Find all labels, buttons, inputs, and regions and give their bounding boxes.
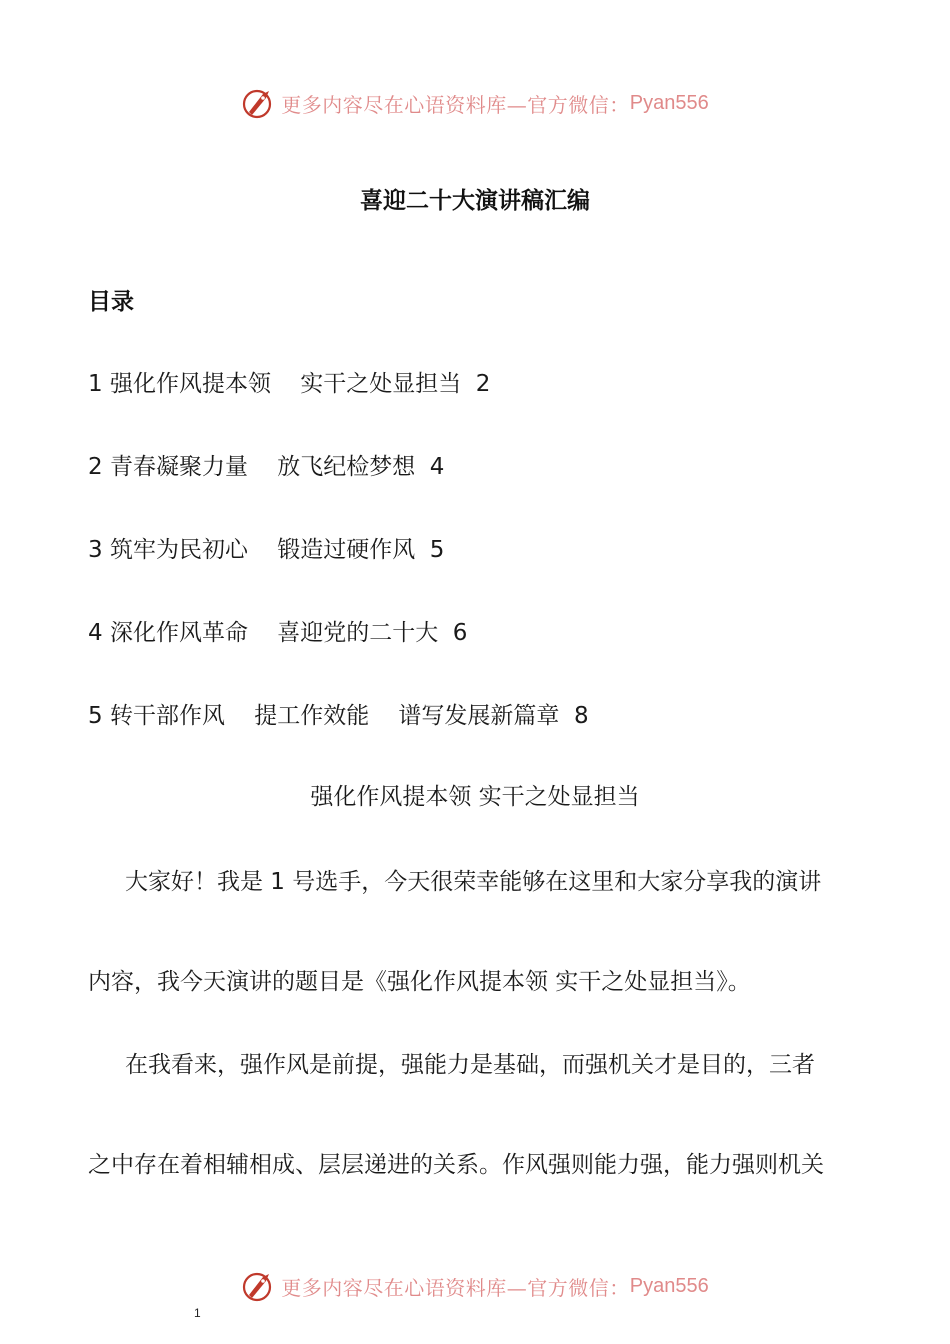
toc-item-4: 4 深化作风革命 喜迎党的二十大 6 [88, 620, 468, 646]
page-number: 1 [194, 1306, 201, 1320]
toc-item-2: 2 青春凝聚力量 放飞纪检梦想 4 [88, 454, 445, 480]
paragraph-line-3: 在我看来，强作风是前提，强能力是基础，而强机关才是目的，三者 [125, 1052, 815, 1078]
banner-text: 更多内容尽在心语资料库—官方微信： [281, 92, 630, 117]
paragraph-line-4: 之中存在着相辅相成、层层递进的关系。作风强则能力强，能力强则机关 [88, 1152, 824, 1178]
header-banner [0, 83, 950, 123]
toc-item-5: 5 转干部作风 提工作效能 谱写发展新篇章 8 [88, 703, 589, 729]
document-title: 喜迎二十大演讲稿汇编 [360, 188, 590, 214]
toc-item-1: 1 强化作风提本领 实干之处显担当 2 [88, 371, 491, 397]
banner-wechat-id: Pyan556 [629, 1274, 709, 1297]
section-title: 强化作风提本领 实干之处显担当 [310, 784, 640, 810]
toc-item-3: 3 筑牢为民初心 锻造过硬作风 5 [88, 537, 445, 563]
banner-text: 更多内容尽在心语资料库—官方微信： [281, 1275, 630, 1300]
footer-banner [0, 1266, 950, 1306]
pen-nib-logo-icon [241, 85, 277, 121]
toc-heading: 目录 [88, 289, 134, 315]
paragraph-line-2: 内容，我今天演讲的题目是《强化作风提本领 实干之处显担当》。 [88, 969, 751, 995]
paragraph-line-1: 大家好！我是 1 号选手，今天很荣幸能够在这里和大家分享我的演讲 [125, 869, 822, 895]
pen-nib-logo-icon [241, 1268, 277, 1304]
banner-wechat-id: Pyan556 [629, 91, 709, 114]
